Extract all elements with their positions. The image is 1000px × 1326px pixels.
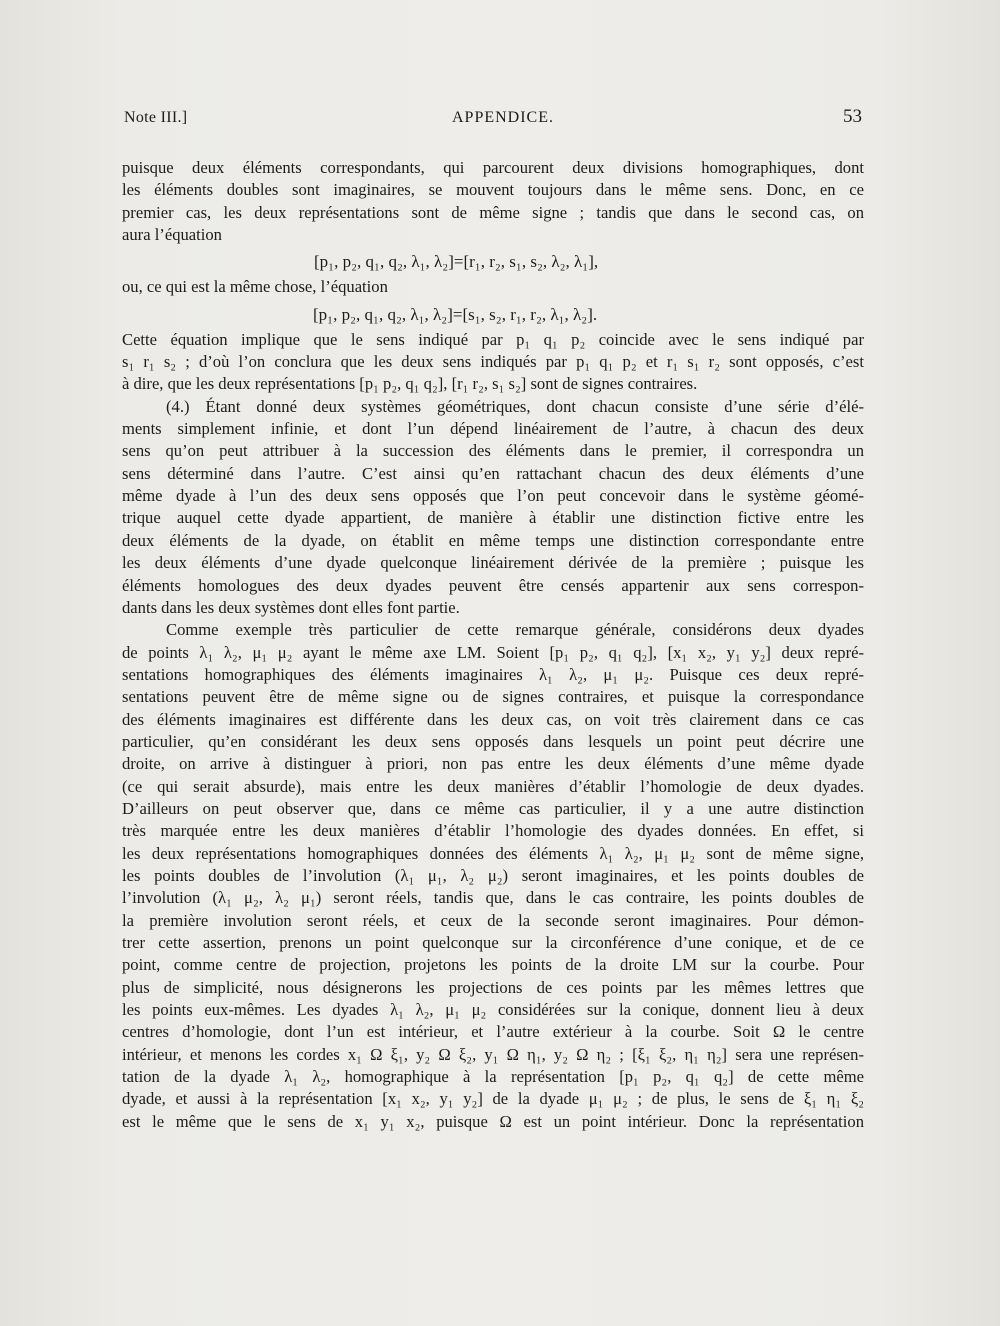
text-line: les deux éléments d’une dyade quelconque linéairement dérivée de la première ; puisque les <box>122 553 864 573</box>
equation-line: [p₁, p₂, q₁, q₂, λ₁, λ₂]=[r₁, r₂, s₁, s₂, λ₂, λ₁], <box>314 252 599 272</box>
text-line: droite, on arrive à distinguer à priori, non pas entre les deux éléments d’une même dyade <box>122 754 864 774</box>
text-line: premier cas, les deux représentations sont de même signe ; tandis que dans le second cas, on <box>122 202 864 222</box>
text-line: sens qu’on peut attribuer à la succession des éléments dans le premier, il correspondra un <box>122 441 864 461</box>
text-line: (4.) Étant donné deux systèmes géométriques, dont chacun consiste d’une série d’élé- <box>166 396 864 416</box>
text-line: centres d’homologie, dont l’un est intérieur, et l’autre extérieur à la courbe. Soit Ω le centre <box>122 1022 864 1042</box>
page-number: 53 <box>843 106 862 127</box>
text-line: trer cette assertion, prenons un point quelconque sur la circonférence d’une conique, et de ce <box>122 933 864 952</box>
body-text <box>122 157 864 1133</box>
text-line: éléments homologues des deux dyades peuvent être censés appartenir aux sens correspon- <box>122 575 864 595</box>
text-line: particulier, qu’en considérant les deux sens opposés dans lesquels un point peut décrire une <box>122 731 864 751</box>
text-line: les deux représentations homographiques données des éléments λ₁ λ₂, μ₁ μ₂ sont de même signe, <box>122 843 864 863</box>
text-line: Comme exemple très particulier de cette remarque générale, considérons deux dyades <box>166 620 864 640</box>
text-line: sentations homographiques des éléments imaginaires λ₁ λ₂, μ₁ μ₂. Puisque ces deux repré- <box>122 664 864 684</box>
text-line: les points doubles de l’involution (λ₁ μ₁, λ₂ μ₂) seront imaginaires, et les points doubles de <box>122 865 864 885</box>
text-line: ou, ce qui est la même chose, l’équation <box>122 277 388 297</box>
text-line: de points λ₁ λ₂, μ₁ μ₂ ayant le même axe LM. Soient [p₁ p₂, q₁ q₂], [x₁ x₂, y₁ y₂] deux repré- <box>122 642 864 662</box>
text-line: très marquée entre les deux manières d’établir l’homologie des dyades données. En effet, si <box>122 821 864 841</box>
text-line: tation de la dyade λ₁ λ₂, homographique à la représentation [p₁ p₂, q₁ q₂] de cette même <box>122 1067 864 1087</box>
text-line: plus de simplicité, nous désignerons les projections de ces points par les mêmes lettres que <box>122 977 864 997</box>
text-line: les points eux-mêmes. Les dyades λ₁ λ₂, μ₁ μ₂ considérées sur la conique, donnent lieu à deux <box>122 1000 864 1020</box>
header-note-label: Note III.] <box>124 109 188 126</box>
text-line: point, comme centre de projection, projetons les points de la droite LM sur la courbe. Pour <box>122 955 864 975</box>
text-line: dants dans les deux systèmes dont elles font partie. <box>122 597 460 617</box>
text-line: deux éléments de la dyade, on établit en même temps une distinction correspondante entre <box>122 530 864 550</box>
text-line: ments simplement infinie, et dont l’un dépend linéairement de l’autre, à chacun des deux <box>122 419 864 439</box>
text-line: les éléments doubles sont imaginaires, se mouvent toujours dans le même sens. Donc, en ce <box>122 180 864 200</box>
equation-line: [p₁, p₂, q₁, q₂, λ₁, λ₂]=[s₁, s₂, r₁, r₂, λ₁, λ₂]. <box>313 304 598 324</box>
text-line: sentations peuvent être de même signe ou de signes contraires, et puisque la correspondance <box>122 687 864 707</box>
text-line: est le même que le sens de x₁ y₁ x₂, puisque Ω est un point intérieur. Donc la représentation <box>122 1111 864 1131</box>
text-line: à dire, que les deux représentations [p₁ p₂, q₁ q₂], [r₁ r₂, s₁ s₂] sont de signes contraires. <box>122 374 698 394</box>
text-line: Cette équation implique que le sens indiqué par p₁ q₁ p₂ coincide avec le sens indiqué par <box>122 329 864 349</box>
text-line: dyade, et aussi à la représentation [x₁ x₂, y₁ y₂] de la dyade μ₁ μ₂ ; de plus, le sens de ξ₁ η₁ ξ₂ <box>122 1089 864 1109</box>
text-line: même dyade à l’un des deux sens opposés que l’on peut concevoir dans le système géomé- <box>122 486 864 506</box>
text-line: l’involution (λ₁ μ₂, λ₂ μ₁) seront réels, tandis que, dans le cas contraire, les points doubles de <box>122 888 864 908</box>
text-line: s₁ r₁ s₂ ; d’où l’on conclura que les deux sens indiqués par p₁ q₁ p₂ et r₁ s₁ r₂ sont opposés, c’est <box>122 352 864 372</box>
running-header <box>124 106 862 136</box>
text-line: sens déterminé dans l’autre. C’est ainsi qu’en rattachant chacun des deux éléments d’une <box>122 463 864 483</box>
text-line: intérieur, et menons les cordes x₁ Ω ξ₁, y₂ Ω ξ₂, y₁ Ω η₁, y₂ Ω η₂ ; [ξ₁ ξ₂, η₁ η₂] sera une représen- <box>122 1044 864 1064</box>
text-line: la première involution seront réels, et ceux de la seconde seront imaginaires. Pour démon- <box>122 910 864 930</box>
text-line: D’ailleurs on peut observer que, dans ce même cas particulier, il y a une autre distinction <box>122 798 864 818</box>
text-line: (ce qui serait absurde), mais entre les deux manières d’établir l’homologie de deux dyades. <box>122 776 864 796</box>
text-line: aura l’équation <box>122 225 222 245</box>
header-section-title: APPENDICE. <box>451 109 554 126</box>
text-line: des éléments imaginaires est différente dans les deux cas, on voit très clairement dans ce cas <box>122 709 864 729</box>
text-line: trique auquel cette dyade appartient, de manière à établir une distinction fictive entre les <box>122 508 864 528</box>
text-line: puisque deux éléments correspondants, qui parcourent deux divisions homographiques, dont <box>122 158 864 177</box>
